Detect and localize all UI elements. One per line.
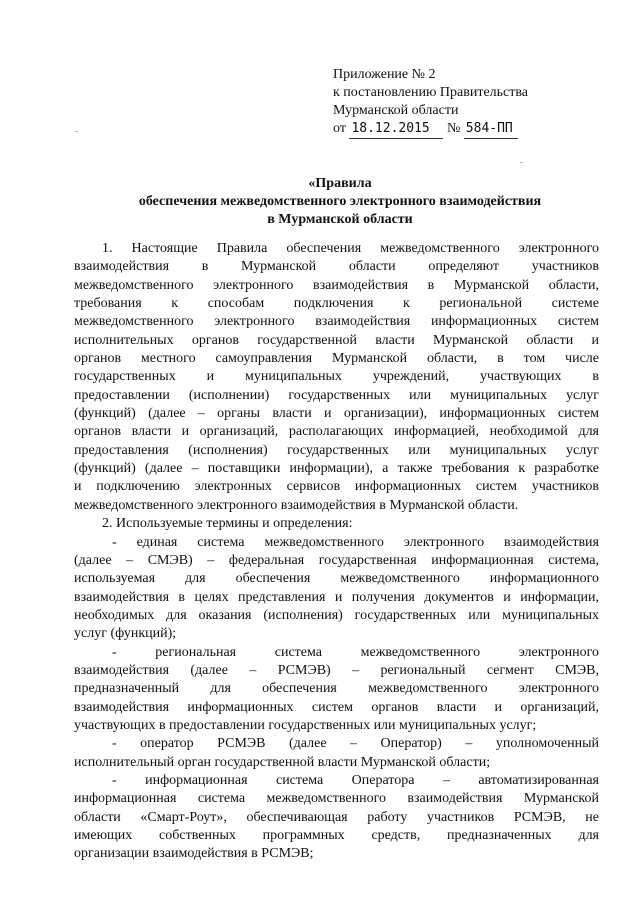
text-line: предоставлении (исполнении) государственных или муниципальных услуг (74, 387, 599, 403)
term-smev (74, 534, 599, 644)
text-line: (функций) (далее – поставщики информации), а также требования к разработке (74, 461, 599, 477)
annex-date-line (333, 120, 593, 139)
text-line: услуг (функций); (74, 626, 177, 642)
text-line: 1. Настоящие Правила обеспечения межведомственного электронного (102, 241, 599, 256)
text-line: предоставления (исполнения) государственных или муниципальных услуг (74, 442, 599, 458)
annex-resolution: к постановлению Правительства (333, 85, 529, 100)
title-line-3: в Мурманской области (267, 212, 413, 227)
text-line: - региональная система межведомственного электронного (112, 644, 599, 660)
text-line: межведомственного электронного взаимодействия в Мурманской области, (74, 277, 599, 293)
date-value: 18.12.2015 (349, 120, 443, 139)
text-line: государственных и муниципальных учреждений, участвующих в (74, 369, 599, 385)
date-prefix: от (333, 121, 346, 136)
text-line: межведомственного электронного взаимодействия в Мурманской области. (74, 497, 519, 513)
text-line: - информационная система Оператора – автоматизированная (112, 772, 599, 788)
text-line: 2. Используемые термины и определения: (102, 516, 353, 532)
term-rsmev (74, 644, 599, 736)
text-line: используемая для обеспечения межведомственного информационного (74, 571, 599, 587)
text-line: - оператор РСМЭВ (далее – Оператор) – уполномоченный (112, 736, 599, 752)
text-line: органов местного самоуправления Мурманской области, в том числе (74, 351, 599, 367)
document-title (60, 175, 620, 229)
term-operator (74, 735, 599, 772)
scan-mark (520, 162, 523, 163)
annex-region: Мурманской области (333, 103, 459, 118)
term-operator-system (74, 772, 599, 864)
number-prefix: № (446, 121, 461, 136)
annex-number: Приложение № 2 (333, 67, 436, 82)
text-line: межведомственного электронного взаимодействия информационных систем (74, 314, 599, 330)
text-line: исполнительный орган государственной власти Мурманской области; (74, 754, 491, 770)
text-line: требования к способам подключения к региональной системе (74, 296, 599, 312)
text-line: - единая система межведомственного электронного взаимодействия (112, 534, 599, 550)
text-line: необходимых для оказания (исполнения) государственных или муниципальных (74, 607, 599, 623)
paragraph-2 (74, 515, 599, 533)
text-line: (далее – СМЭВ) – федеральная государственная информационная система, (74, 552, 599, 568)
text-line: взаимодействия в Мурманской области определяют участников (74, 259, 599, 275)
text-line: исполнительных органов государственной власти Мурманской области и (74, 332, 599, 348)
paragraph-1 (74, 240, 599, 515)
text-line: (функций) (далее – органы власти и организации), информационных систем (74, 406, 599, 422)
text-line: области «Смарт-Роут», обеспечивающая работу участников РСМЭВ, не (74, 809, 599, 825)
text-line: и подключению электронных сервисов информационных систем участников (74, 479, 599, 495)
text-line: взаимодействия информационных систем органов власти и организаций, (74, 699, 599, 715)
title-line-1: «Правила (308, 176, 372, 191)
document-body (74, 240, 599, 864)
text-line: имеющих собственных программных средств, предназначенных для (74, 828, 599, 843)
text-line: взаимодействия (далее – РСМЭВ) – региональный сегмент СМЭВ, (74, 662, 599, 678)
title-line-2: обеспечения межведомственного электронного взаимодействия (138, 194, 542, 209)
text-line: информационная система межведомственного взаимодействия Мурманской (74, 791, 599, 807)
number-value: 584-ПП (464, 120, 518, 139)
text-line: предназначенный для обеспечения межведомственного электронного (74, 681, 599, 697)
text-line: организации взаимодействия в РСМЭВ; (74, 846, 314, 862)
text-line: участвующих в предоставлении государственных или муниципальных услуг; (74, 717, 537, 733)
scan-mark (75, 131, 78, 132)
annex-header (333, 66, 593, 139)
text-line: взаимодействия в целях представления и получения документов и информации, (74, 589, 599, 605)
text-line: органов власти и организаций, располагающих информацией, необходимой для (74, 424, 599, 440)
